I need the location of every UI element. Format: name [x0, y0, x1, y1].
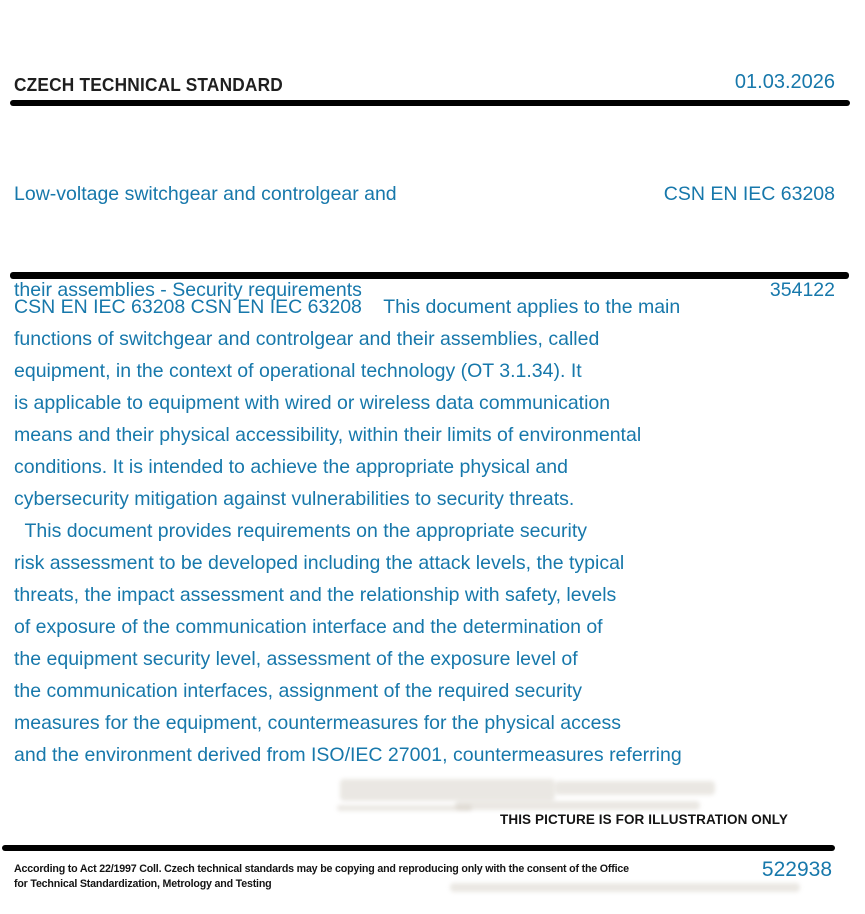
abstract-line: risk assessment to be developed including the attack levels, the typical [14, 552, 625, 574]
footer-rule [2, 845, 835, 851]
copyright-notice [14, 862, 629, 891]
abstract-line: is applicable to equipment with wired or wireless data communication [14, 392, 611, 414]
abstract-line: threats, the impact assessment and the relationship with safety, levels [14, 584, 617, 606]
abstract-line: conditions. It is intended to achieve the appropriate physical and [14, 456, 568, 478]
abstract-line: cybersecurity mitigation against vulnerabilities to security threats. [14, 488, 575, 510]
abstract-divider-rule [10, 272, 849, 279]
copyright-notice-line2: for Technical Standardization, Metrology and Testing [14, 877, 272, 890]
standard-designation: CSN EN IEC 63208 [663, 183, 835, 205]
standard-designation-block [664, 114, 835, 370]
header-rule [10, 100, 850, 106]
standard-title-line1: Low-voltage switchgear and controlgear and [14, 183, 397, 205]
effective-date: 01.03.2026 [734, 71, 835, 93]
abstract-text [14, 291, 682, 771]
illegible-watermark [337, 805, 472, 811]
abstract-line: means and their physical accessibility, within their limits of environmental [14, 424, 642, 446]
standard-type-label: CZECH TECHNICAL STANDARD [14, 75, 283, 95]
abstract-line: measures for the equipment, countermeasures for the physical access [14, 712, 621, 734]
abstract-line: This document provides requirements on the appropriate security [14, 520, 588, 542]
illustration-only-notice: THIS PICTURE IS FOR ILLUSTRATION ONLY [500, 812, 788, 827]
document-number: 522938 [761, 858, 832, 881]
abstract-line: equipment, in the context of operational technology (OT 3.1.34). It [14, 360, 582, 382]
abstract-line: the equipment security level, assessment of the exposure level of [14, 648, 578, 670]
abstract-line: CSN EN IEC 63208 CSN EN IEC 63208 This document applies to the main [14, 296, 681, 318]
abstract-line: the communication interfaces, assignment of the required security [14, 680, 582, 702]
illegible-watermark [455, 801, 700, 810]
abstract-line: functions of switchgear and controlgear and their assemblies, called [14, 328, 600, 350]
illegible-watermark [340, 779, 555, 801]
standard-class-number: 354122 [769, 279, 835, 301]
illegible-watermark [555, 781, 715, 795]
copyright-notice-line1: According to Act 22/1997 Coll. Czech technical standards may be copying and reproducing only with the consent of the Office [14, 863, 629, 875]
standard-title-line2: their assemblies - Security requirements [14, 279, 362, 301]
abstract-line: of exposure of the communication interface and the determination of [14, 616, 603, 638]
abstract-line: and the environment derived from ISO/IEC 27001, countermeasures referring [14, 744, 682, 766]
